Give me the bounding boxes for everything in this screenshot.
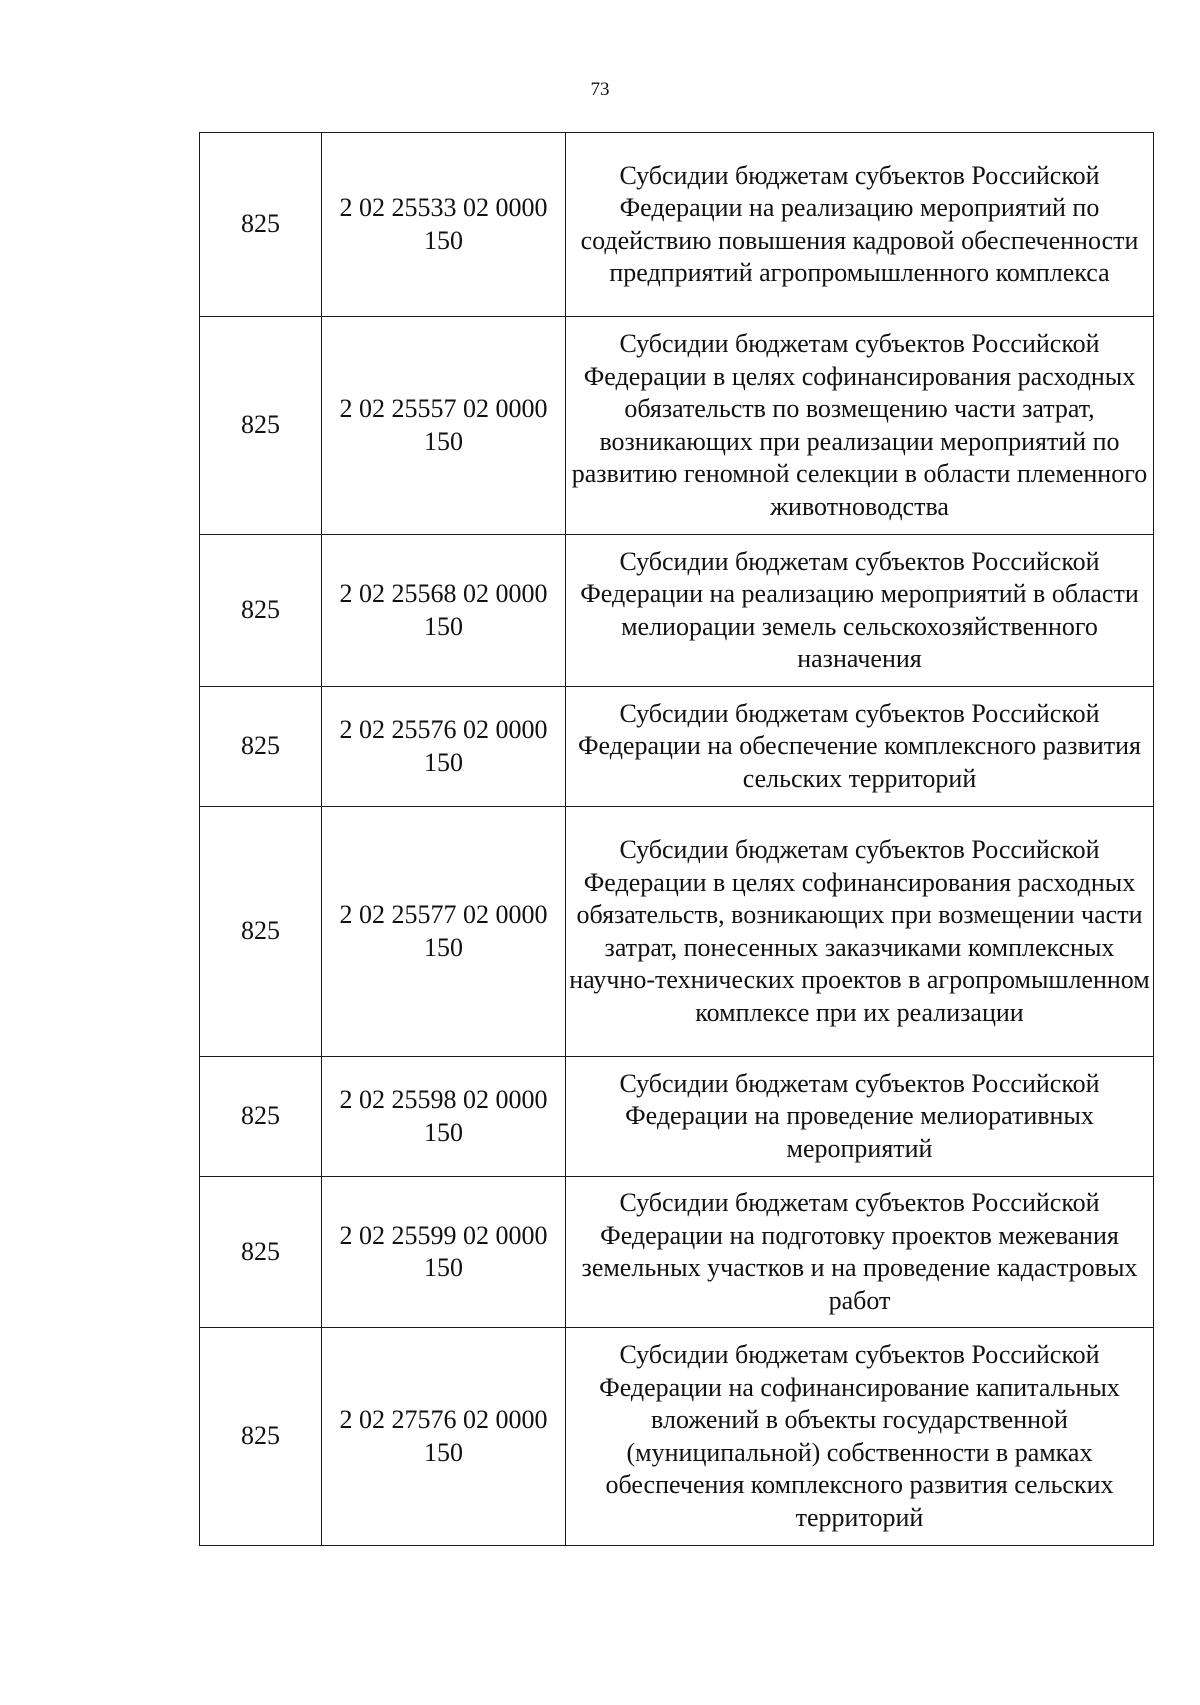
admin-code-cell: 825 xyxy=(200,133,322,317)
revenue-code-line: 150 xyxy=(424,932,463,962)
admin-code-cell: 825 xyxy=(200,1057,322,1177)
revenue-code-line: 2 02 25599 02 0000 xyxy=(339,1220,548,1250)
table-row xyxy=(200,1328,1154,1546)
revenue-code-line: 2 02 25533 02 0000 xyxy=(339,193,548,222)
revenue-code-cell xyxy=(322,535,566,687)
revenue-code-line: 2 02 25568 02 0000 xyxy=(339,579,548,608)
table-row xyxy=(200,1177,1154,1328)
revenue-code-cell xyxy=(322,1328,566,1546)
revenue-code-line: 2 02 25557 02 0000 xyxy=(339,394,548,423)
revenue-code-cell xyxy=(322,317,566,535)
table-row xyxy=(200,133,1154,317)
revenue-code-line: 150 xyxy=(424,747,463,777)
admin-code-cell: 825 xyxy=(200,535,322,687)
admin-code-cell: 825 xyxy=(200,317,322,535)
revenue-code-line: 150 xyxy=(424,225,463,255)
revenue-code-line: 150 xyxy=(424,1253,463,1282)
admin-code-cell: 825 xyxy=(200,1177,322,1328)
table-row xyxy=(200,807,1154,1057)
revenue-code-line: 150 xyxy=(424,426,463,456)
table-row xyxy=(200,317,1154,535)
revenue-code-line: 150 xyxy=(424,1117,463,1147)
table-row xyxy=(200,1057,1154,1177)
revenue-code-line: 2 02 27576 02 0000 xyxy=(339,1405,548,1434)
revenue-code-cell xyxy=(322,1057,566,1177)
revenue-code-line: 2 02 25598 02 0000 xyxy=(339,1085,548,1114)
revenue-code-line: 2 02 25576 02 0000 xyxy=(339,715,548,744)
revenue-code-cell xyxy=(322,807,566,1057)
description-cell: Субсидии бюджетам субъектов Российской Федерации на реализацию мероприятий в области мелиорации земель сельскохозяйственного назначения xyxy=(566,535,1154,687)
page-number: 73 xyxy=(590,79,610,100)
admin-code-cell: 825 xyxy=(200,1328,322,1546)
revenue-code-line: 150 xyxy=(424,1437,463,1467)
table-row xyxy=(200,687,1154,807)
admin-code-cell: 825 xyxy=(200,807,322,1057)
revenue-code-cell xyxy=(322,687,566,807)
description-cell: Субсидии бюджетам субъектов Российской Федерации в целях софинансирования расходных обязательств по возмещению части затрат, возникающих при реализации мероприятий по развитию геномной селекции в области племенного животноводства xyxy=(566,317,1154,535)
table-row xyxy=(200,535,1154,687)
revenue-code-line: 150 xyxy=(424,611,463,641)
description-cell: Субсидии бюджетам субъектов Российской Федерации на софинансирование капитальных вложений в объекты государственной (муниципальной) собственности в рамках обеспечения комплексного развития сельских территорий xyxy=(566,1328,1154,1546)
description-cell: Субсидии бюджетам субъектов Российской Федерации на проведение мелиоративных мероприятий xyxy=(566,1057,1154,1177)
revenue-code-line: 2 02 25577 02 0000 xyxy=(339,900,548,929)
revenue-codes-table xyxy=(199,132,1154,1546)
description-cell: Субсидии бюджетам субъектов Российской Федерации на подготовку проектов межевания земельных участков и на проведение кадастровых работ xyxy=(566,1177,1154,1328)
description-cell: Субсидии бюджетам субъектов Российской Федерации в целях софинансирования расходных обязательств, возникающих при возмещении части затрат, понесенных заказчиками комплексных научно-технических проектов в агропромышленном комплексе при их реализации xyxy=(566,807,1154,1057)
revenue-code-cell xyxy=(322,133,566,317)
description-cell: Субсидии бюджетам субъектов Российской Федерации на реализацию мероприятий по содействию повышения кадровой обеспеченности предприятий агропромышленного комплекса xyxy=(566,133,1154,317)
admin-code-cell: 825 xyxy=(200,687,322,807)
description-cell: Субсидии бюджетам субъектов Российской Федерации на обеспечение комплексного развития сельских территорий xyxy=(566,687,1154,807)
revenue-code-cell xyxy=(322,1177,566,1328)
